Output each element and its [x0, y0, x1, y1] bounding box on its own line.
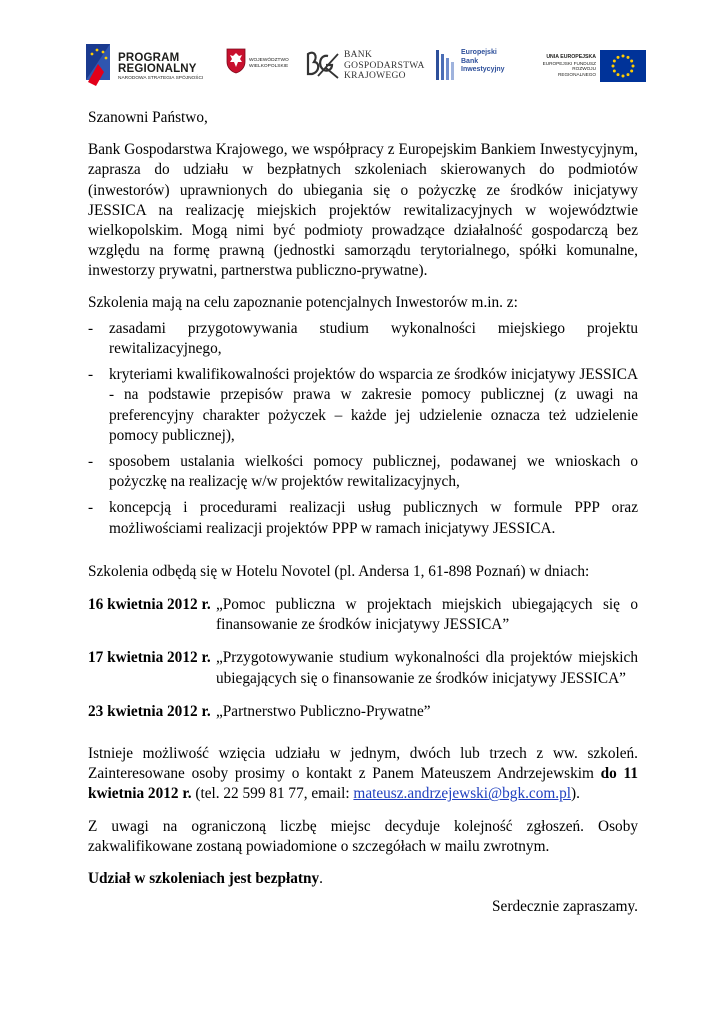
bgk-logo — [304, 38, 428, 94]
session-row — [88, 595, 638, 635]
session-title: „Przygotowywanie studium wykonalności dla projektów miejskich ubiegających się o finansowanie ze środków inicjatywy JESSICA” — [216, 649, 638, 687]
list-item: - zasadami przygotowywania studium wykonalności miejskiego projektu rewitalizacyjnego, — [88, 319, 638, 358]
eu-star-icon — [613, 70, 616, 73]
wielkopolska-text: WOJEWÓDZTWO WIELKOPOLSKIE — [249, 58, 289, 69]
aims-list — [88, 319, 638, 539]
list-item: - koncepcją i procedurami realizacji usług publicznych w formule PPP oraz możliwościami realizacji projektów PPP w ramach inicjatywy JESSICA. — [88, 499, 638, 537]
letter-body — [88, 108, 638, 918]
free-participation-note: Udział w szkoleniach jest bezpłatny. — [88, 870, 323, 888]
eu-star-icon — [617, 73, 620, 76]
session-date: 16 kwietnia 2012 r. — [88, 596, 211, 614]
ebi-emblem-icon — [434, 48, 458, 82]
eu-text: UNIA EUROPEJSKA EUROPEJSKI FUNDUSZ ROZWOJU REGIONALNEGO — [542, 54, 596, 77]
list-item: - kryteriami kwalifikowalności projektów do wsparcia ze środków inicjatywy JESSICA - na podstawie przepisów prawa w zakresie pomocy publicznej (z uwagi na preferencyjny charakter pożyczek – każde jej udzielenie oznacza też udzielenie pomocy publicznej), — [88, 366, 638, 444]
list-item: - sposobem ustalania wielkości pomocy publicznej, podawanej we wnioskach o pożyczkę na realizację w/w projektów rewitalizacyjnych, — [88, 453, 638, 491]
eu-star-icon — [612, 65, 615, 68]
dash-marker: - — [88, 499, 94, 517]
eu-star-icon — [622, 55, 625, 58]
dash-marker: - — [88, 366, 94, 384]
session-date: 17 kwietnia 2012 r. — [88, 649, 211, 667]
limit-paragraph: Z uwagi na ograniczoną liczbę miejsc decyduje kolejność zgłoszeń. Osoby zakwalifikowane zostaną powiadomione o szczegółach w mailu zwrotnym. — [88, 817, 638, 855]
registration-deadline: do 11 kwietnia 2012 r. — [88, 765, 638, 803]
eu-star-icon — [622, 75, 625, 78]
program-regionalny-emblem-icon — [84, 42, 114, 88]
intro-paragraph: Bank Gospodarstwa Krajowego, we współpracy z Europejskim Bankiem Inwestycyjnym, zaprasza do udziału w bezpłatnych szkoleniach skierowanych do podmiotów (inwestorów) uprawnionych do ubiegania się o pożyczkę ze środków inicjatywy JESSICA na realizację miejskich projektów rewitalizacyjnych w województwie wielkopolskim. Mogą nimi być podmioty prowadzące działalność gospodarczą bez względu na formę prawną (jednostki samorządu terytorialnego, spółki komunalne, inwestorzy prywatni, partnerstwa publiczno-prywatne). — [88, 141, 638, 280]
ebi-text: Europejski Bank Inwestycyjny — [461, 49, 505, 73]
session-row — [88, 648, 638, 688]
closing-signature: Serdecznie zapraszamy. — [492, 898, 638, 916]
session-date: 23 kwietnia 2012 r. — [88, 702, 211, 720]
greeting: Szanowni Państwo, — [88, 109, 208, 126]
eu-star-icon — [613, 60, 616, 63]
contact-email-link[interactable]: mateusz.andrzejewski@bgk.com.pl — [353, 785, 571, 803]
venue-paragraph: Szkolenia odbędą się w Hotelu Novotel (pl. Andersa 1, 61-898 Poznań) w dniach: — [88, 562, 590, 580]
program-regionalny-logo — [84, 38, 212, 94]
eu-star-icon — [627, 56, 630, 59]
eu-star-icon — [630, 60, 633, 63]
eu-star-icon — [617, 56, 620, 59]
bgk-text: BANK GOSPODARSTWA KRAJOWEGO — [344, 50, 425, 81]
eu-flag-icon — [600, 50, 646, 82]
eu-logo — [534, 38, 646, 94]
session-title: „Pomoc publiczna w projektach miejskich ubiegających się o finansowanie ze środków inicjatywy JESSICA” — [216, 596, 638, 634]
session-title: „Partnerstwo Publiczno-Prywatne” — [216, 702, 431, 720]
contact-paragraph: Istnieje możliwość wzięcia udziału w jednym, dwóch lub trzech z ww. szkoleń. Zainteresowane osoby prosimy o kontakt z Panem Mateuszem Andrzejewskim do 11 kwietnia 2012 r. (tel. 22 599 81 77, email: mateusz.andrzejewski@bgk.com.pl). — [88, 745, 638, 803]
wielkopolska-logo — [226, 38, 296, 94]
eu-star-icon — [630, 70, 633, 73]
aims-intro: Szkolenia mają na celu zapoznanie potencjalnych Inwestorów m.in. z: — [88, 293, 518, 311]
wielkopolska-eagle-icon — [226, 48, 246, 74]
bgk-monogram-icon — [304, 50, 340, 80]
dash-marker: - — [88, 453, 94, 471]
program-regionalny-subtitle: NARODOWA STRATEGIA SPÓJNOŚCI — [118, 76, 204, 81]
program-regionalny-title: PROGRAM REGIONALNY — [118, 52, 197, 75]
ebi-logo — [434, 38, 518, 94]
eu-star-icon — [627, 73, 630, 76]
logo-bar — [84, 38, 644, 94]
dash-marker: - — [88, 319, 94, 337]
session-row — [88, 702, 638, 722]
eu-star-icon — [632, 65, 635, 68]
